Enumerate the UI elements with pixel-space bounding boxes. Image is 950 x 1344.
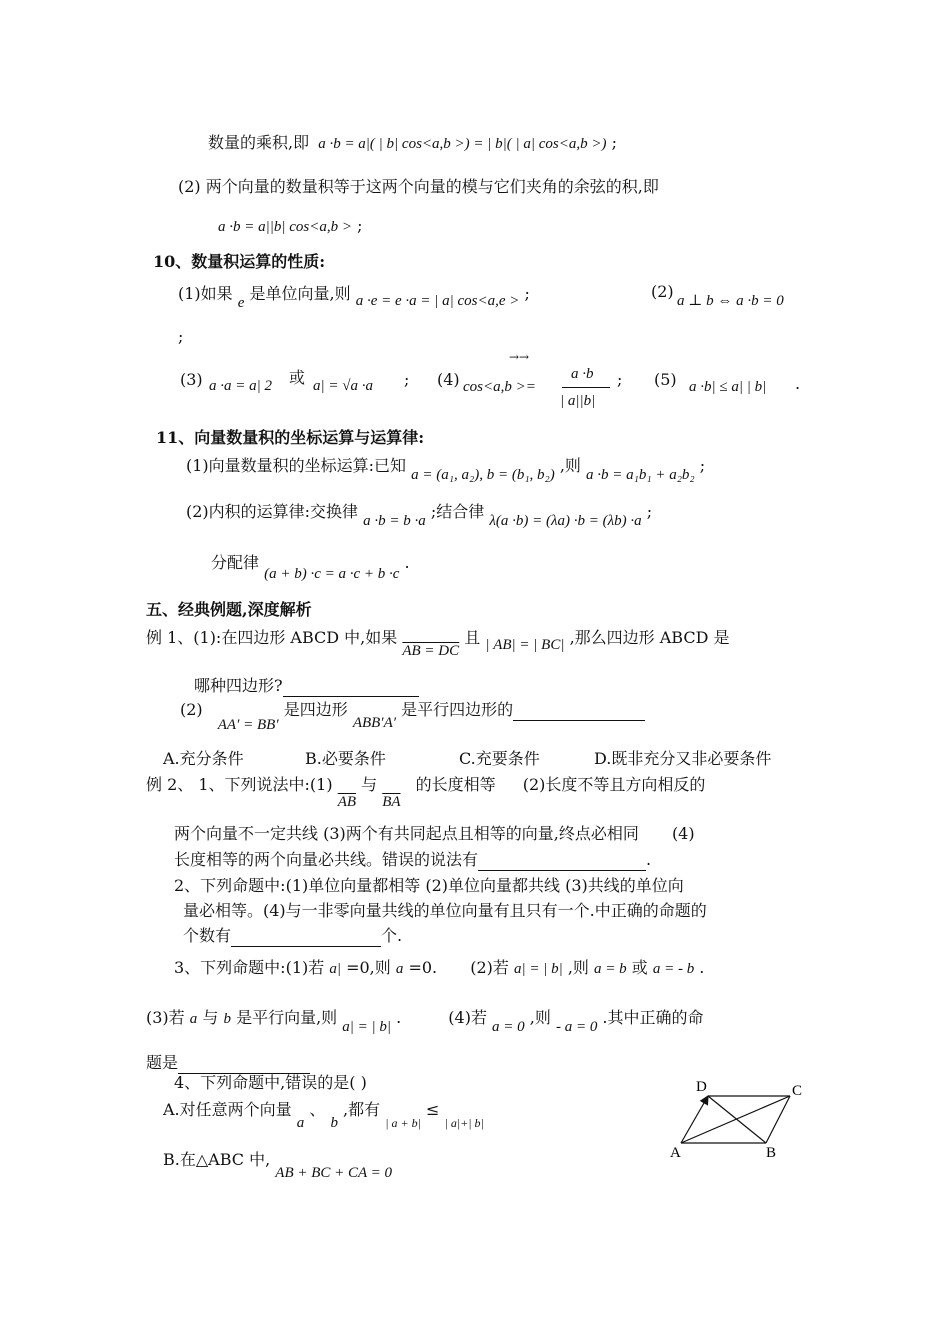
text: . — [396, 1008, 402, 1027]
math-ba: $\overline{BA}$ — [382, 794, 401, 810]
text: 数量的乘积,即 — [208, 133, 310, 152]
option-a[interactable]: A.充分条件 — [163, 749, 244, 768]
text: 题是 — [146, 1053, 179, 1072]
s10-property-5-label: (5) — [654, 370, 677, 389]
vector-arrows: →→ — [509, 350, 530, 364]
text: 例 1、(1):在四边形 ABCD 中,如果 — [146, 628, 398, 647]
text: . — [404, 553, 410, 572]
math: a — [189, 1011, 198, 1027]
math: a — [395, 961, 404, 977]
s10-property-3-end: ; — [404, 370, 410, 389]
text: 与 — [361, 775, 378, 794]
math: a ·b = a|( | b| cos<a,b >) = | b|( | a| cos<a,b >) — [318, 136, 607, 152]
text: 分配律 — [211, 553, 260, 572]
text: ; — [646, 502, 653, 521]
example-2-line-2 — [174, 824, 695, 844]
text: 个数有 — [183, 926, 232, 945]
answer-blank[interactable] — [478, 850, 646, 871]
answer-blank[interactable] — [283, 676, 419, 697]
text: . — [646, 850, 652, 869]
text: 与 — [202, 1008, 219, 1027]
text: 是平行向量,则 — [236, 1008, 338, 1027]
text: ,则 — [559, 456, 581, 475]
text: 或 — [631, 958, 648, 977]
math: a = 0 — [492, 1019, 525, 1035]
option-b[interactable]: B.必要条件 — [305, 749, 386, 768]
text: =0,则 — [346, 958, 391, 977]
s11-distributive — [211, 553, 410, 582]
math: ABB′A′ — [352, 715, 397, 731]
s10-property-2-math: a ⊥ b ⇔ a ·b = 0 — [677, 293, 784, 309]
section-11-heading: 11、向量数量积的坐标运算与运算律: — [156, 428, 425, 447]
s10-property-3-math: a ·a = a| 2 — [209, 378, 272, 394]
line-formula — [218, 216, 362, 237]
math: a = - b — [652, 961, 695, 977]
text: ,则 — [529, 1008, 551, 1027]
text: 个. — [381, 926, 403, 945]
text: 且 — [464, 628, 481, 647]
math: a| = | b| — [342, 1019, 391, 1035]
question-4: 4、下列命题中,错误的是( ) — [174, 1073, 367, 1092]
question-2-line-2: 量必相等。(4)与一非零向量共线的单位向量有且只有一个.中正确的命题的 — [183, 901, 707, 920]
text: 哪种四边形? — [194, 676, 283, 695]
text: 是平行四边形的 — [401, 700, 514, 719]
text: 长度相等的两个向量必共线。错误的说法有 — [174, 850, 479, 869]
text: A.对任意两个向量 — [163, 1100, 292, 1119]
math: a ·e = e ·a = | a| cos<a,e > — [355, 293, 520, 309]
line-geometric-meaning: (2) 两个向量的数量积等于这两个向量的模与它们夹角的余弦的积,即 — [178, 177, 659, 196]
math: | a + b| — [385, 1116, 421, 1130]
math: (a + b) ·c = a ·c + b ·c — [264, 566, 400, 582]
text: (4) — [671, 824, 695, 843]
fraction-bar — [562, 387, 610, 388]
s10-property-4-cos: cos<a,b >= — [463, 379, 536, 395]
math: AB = DC — [402, 643, 460, 659]
edge-ad-arrow — [681, 1096, 708, 1143]
text: (2)内积的运算律:交换律 — [186, 502, 359, 521]
math: a| — [329, 961, 341, 977]
label-d: D — [696, 1079, 707, 1095]
label-c: C — [792, 1083, 803, 1099]
text: ≤ — [426, 1100, 440, 1119]
example-2 — [146, 775, 706, 810]
s10-property-2-label: (2) — [651, 282, 674, 301]
s11-laws — [186, 502, 653, 529]
math: a — [296, 1115, 305, 1131]
text: ,都有 — [343, 1100, 381, 1119]
math: a ·b = b ·a — [363, 513, 426, 529]
s10-property-4-end: ; — [617, 370, 623, 389]
text: B.在△ABC 中, — [163, 1150, 271, 1169]
s10-property-4-label: (4) — [437, 370, 460, 389]
text: 是四边形 — [283, 700, 348, 719]
text: ; — [357, 216, 363, 235]
math: AA′ = BB′ — [217, 717, 279, 733]
text: ,那么四边形 ABCD 是 — [569, 628, 730, 647]
question-3 — [174, 958, 704, 979]
option-c[interactable]: C.充要条件 — [459, 749, 540, 768]
example-1-question — [194, 676, 419, 697]
text: 、 — [309, 1100, 326, 1119]
text: (4)若 — [448, 1008, 487, 1027]
text: 3、下列命题中:(1)若 — [174, 958, 325, 977]
text: =0. — [408, 958, 438, 977]
text: 是单位向量,则 — [249, 284, 351, 303]
s10-property-4-denominator: | a||b| — [560, 393, 596, 409]
text: ; — [611, 133, 617, 152]
math: AB + BC + CA = 0 — [275, 1165, 393, 1181]
text: (1)向量数量积的坐标运算:已知 — [186, 456, 407, 475]
s10-property-3-or: 或 — [289, 368, 306, 387]
question-2-line-3 — [183, 926, 402, 947]
math: | AB| = | BC| — [485, 637, 565, 653]
s11-coordinate — [186, 456, 706, 483]
diagonal-db — [708, 1096, 766, 1143]
text: (3)若 — [146, 1008, 185, 1027]
answer-blank[interactable] — [231, 926, 381, 947]
answer-blank[interactable] — [513, 700, 645, 721]
math: b — [223, 1011, 231, 1027]
text: 的长度相等 — [415, 775, 496, 794]
math: a = b — [594, 961, 627, 977]
text: ; — [524, 284, 530, 303]
question-2-line-1: 2、下列命题中:(1)单位向量都相等 (2)单位向量都共线 (3)共线的单位向 — [174, 876, 684, 895]
text: (2)若 — [470, 958, 509, 977]
text: .其中正确的命 — [602, 1008, 704, 1027]
math: a = (a₁, a₂), b = (b₁, b₂) — [411, 467, 555, 483]
section-10-heading: 10、数量积运算的性质: — [153, 252, 326, 271]
question-4-option-a[interactable] — [163, 1100, 484, 1131]
text: . — [699, 958, 705, 977]
question-3-line-3 — [146, 1053, 310, 1074]
s10-property-5-end: . — [795, 374, 801, 393]
s10-property-1 — [178, 284, 530, 311]
text: (2) — [180, 700, 203, 719]
math-ab: $\overline{AB}$ — [337, 794, 357, 810]
label-b: B — [766, 1145, 777, 1161]
math-e: e — [237, 295, 245, 311]
answer-blank[interactable] — [178, 1053, 310, 1074]
text: 两个向量不一定共线 (3)两个有共同起点且相等的向量,终点必相同 — [174, 824, 639, 843]
question-3-line-2 — [146, 1008, 704, 1035]
s10-property-3-label: (3) — [180, 370, 203, 389]
math: | a|+| b| — [444, 1116, 484, 1130]
text: ,则 — [567, 958, 589, 977]
s10-property-5-math: a ·b| ≤ a| | b| — [689, 379, 767, 395]
line-dot-product-definition — [208, 133, 617, 154]
math: a ·b = a||b| cos<a,b > — [218, 219, 352, 235]
math: a ·b = a₁b₁ + a₂b₂ — [586, 467, 695, 483]
text: (1)如果 — [178, 284, 233, 303]
math: - a = 0 — [555, 1019, 598, 1035]
label-a: A — [670, 1145, 681, 1161]
example-1 — [146, 628, 730, 659]
edge-bc — [766, 1096, 790, 1143]
option-d[interactable]: D.既非充分又非必要条件 — [594, 749, 772, 768]
question-4-option-b[interactable] — [163, 1150, 393, 1181]
section-5-heading: 五、经典例题,深度解析 — [146, 600, 312, 619]
parallelogram-figure — [668, 1075, 808, 1170]
s10-property-4-numerator: a ·b — [571, 366, 594, 382]
example-2-line-3 — [174, 850, 651, 871]
math: b — [330, 1115, 338, 1131]
text: ; — [699, 456, 706, 475]
s10-semicolon: ; — [178, 327, 184, 346]
example-1-part-2 — [180, 700, 645, 733]
text: (2)长度不等且方向相反的 — [522, 775, 706, 794]
s10-property-3-math2: a| = √a ·a — [313, 378, 373, 394]
math: λ(a ·b) = (λa) ·b = (λb) ·a — [489, 513, 642, 529]
math: a| = | b| — [513, 961, 563, 977]
text: 例 2、 1、下列说法中:(1) — [146, 775, 333, 794]
diagonal-ac — [681, 1096, 790, 1143]
text: ;结合律 — [430, 502, 485, 521]
